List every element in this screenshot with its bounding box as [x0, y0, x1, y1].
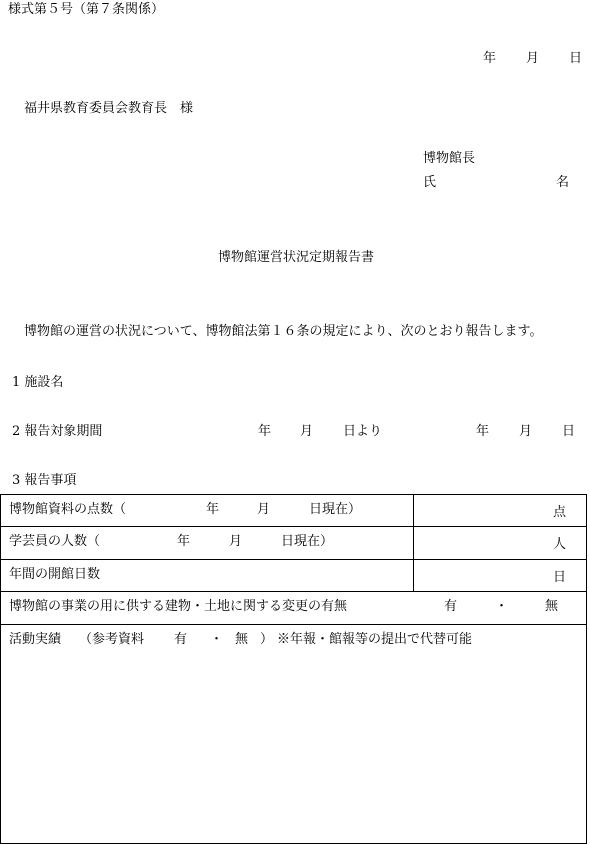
activity-ref-close: ） — [260, 632, 274, 647]
curators-suffix: 日現在） — [281, 534, 334, 549]
materials-label: 博物館資料の点数（ — [9, 502, 127, 517]
period-to-year: 年 — [476, 424, 490, 439]
period-from-day: 日より — [343, 424, 383, 439]
form-number: 様式第５号（第７条関係） — [8, 2, 165, 17]
period-from-year: 年 — [258, 424, 272, 439]
building-change-yes: 有 — [444, 599, 458, 614]
materials-unit: 点 — [553, 505, 567, 520]
materials-month: 月 — [257, 502, 271, 517]
activity-label: 活動実績 — [9, 632, 62, 647]
opening-days-label: 年間の開館日数 — [9, 567, 101, 582]
building-change-no: 無 — [545, 599, 559, 614]
row-divider — [1, 591, 586, 592]
curators-label: 学芸員の人数（ — [9, 534, 101, 549]
report-table — [0, 494, 587, 844]
activity-ref-open: （参考資料 — [79, 632, 145, 647]
activity-ref-yes: 有 — [174, 632, 188, 647]
period-to-day: 日 — [562, 424, 576, 439]
date-day: 日 — [569, 51, 583, 66]
curators-unit: 人 — [553, 537, 567, 552]
building-change-separator: ・ — [495, 599, 509, 614]
column-divider — [413, 495, 414, 591]
row-divider — [1, 624, 586, 625]
row-divider — [1, 526, 586, 527]
period-from-month: 月 — [300, 424, 314, 439]
activity-ref-separator: ・ — [210, 632, 224, 647]
building-change-label: 博物館の事業の用に供する建物・土地に関する変更の有無 — [9, 599, 348, 614]
date-month: 月 — [526, 51, 540, 66]
curators-year: 年 — [177, 534, 191, 549]
materials-year: 年 — [206, 502, 220, 517]
intro-text: 博物館の運営の状況について、博物館法第１６条の規定により、次のとおり報告します。 — [24, 324, 543, 339]
section-facility-name: 1 施設名 — [12, 375, 64, 390]
curators-month: 月 — [229, 534, 243, 549]
sender-title: 博物館長 — [423, 151, 476, 166]
activity-ref-no: 無 — [235, 632, 249, 647]
document-title: 博物館運営状況定期報告書 — [218, 250, 375, 265]
materials-suffix: 日現在） — [309, 502, 362, 517]
opening-days-unit: 日 — [553, 570, 567, 585]
date-year: 年 — [483, 51, 497, 66]
sender-name-left: 氏 — [423, 175, 437, 190]
sender-name-right: 名 — [556, 175, 570, 190]
period-to-month: 月 — [519, 424, 533, 439]
activity-note: ※年報・館報等の提出で代替可能 — [277, 632, 473, 647]
addressee: 福井県教育委員会教育長 様 — [24, 101, 194, 116]
row-divider — [1, 559, 586, 560]
section-report-items: 3 報告事項 — [12, 473, 77, 488]
period-label: 2 報告対象期間 — [12, 424, 103, 439]
